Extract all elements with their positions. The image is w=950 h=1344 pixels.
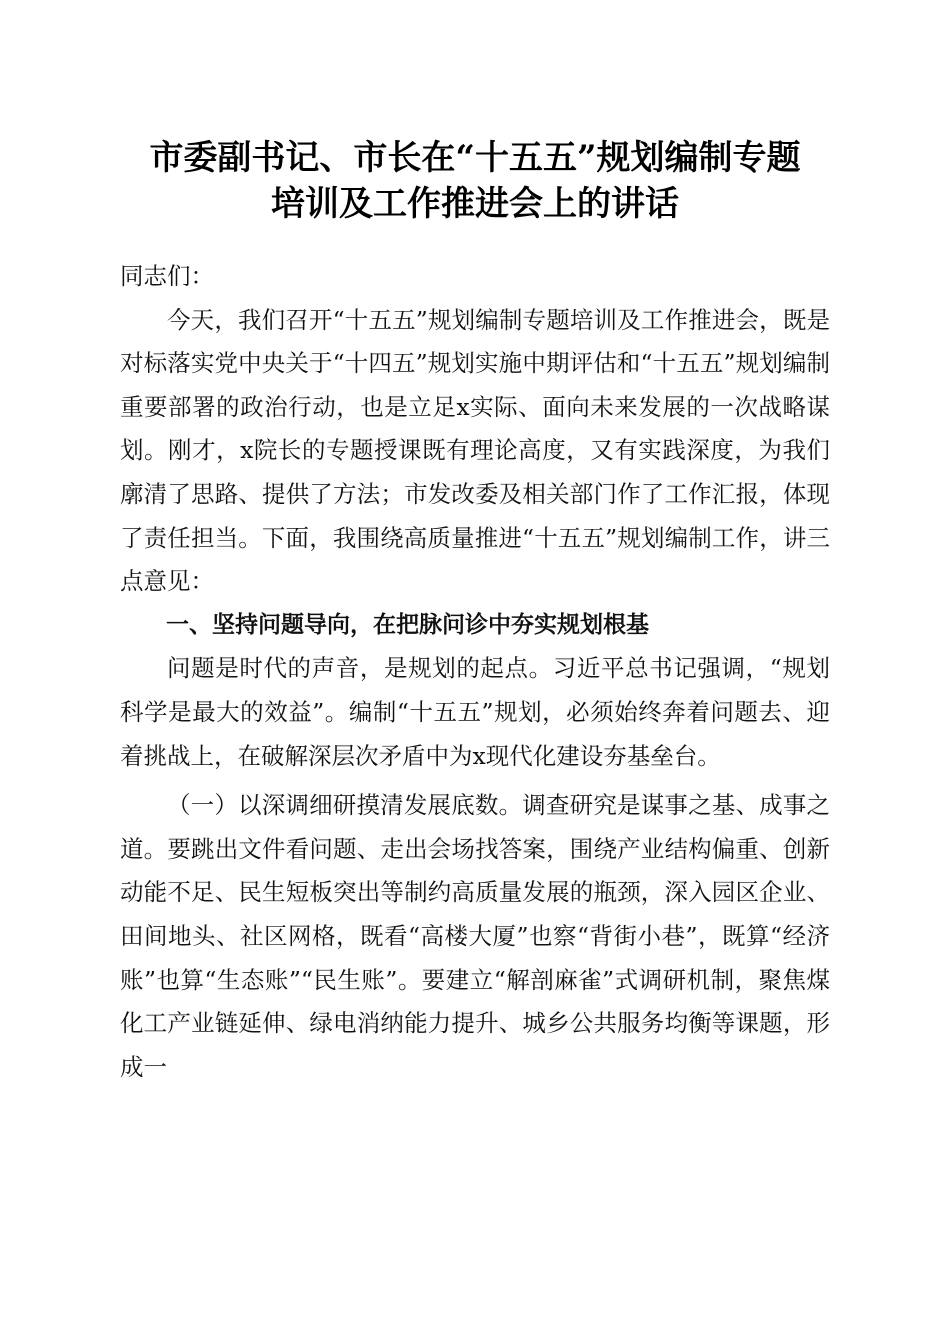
salutation: 同志们： bbox=[120, 262, 214, 290]
section-1-paragraph: 问题是时代的声音，是规划的起点。习近平总书记强调，“规划科学是最大的效益”。编制“十五五”规划，必须始终奔着问题去、迎着挑战上，在破解深层次矛盾中为x现代化建设夯基垒台。 bbox=[120, 654, 830, 770]
title-line-2: 培训及工作推进会上的讲话 bbox=[271, 184, 679, 224]
title-line-1: 市委副书记、市长在“十五五”规划编制专题 bbox=[149, 138, 801, 178]
section-heading-1: 一、坚持问题导向，在把脉问诊中夯实规划根基 bbox=[166, 611, 649, 638]
document-title bbox=[100, 135, 850, 227]
subsection-1-paragraph: （一）以深调细研摸清发展底数。调查研究是谋事之基、成事之道。要跳出文件看问题、走出会场找答案，围绕产业结构偏重、创新动能不足、民生短板突出等制约高质量发展的瓶颈，深入园区企业、田间地头、社区网格，既看“高楼大厦”也察“背街小巷”，既算“经济账”也算“生态账”“民生账”。要建立“解剖麻雀”式调研机制，聚焦煤化工产业链延伸、绿电消纳能力提升、城乡公共服务均衡等课题，形成一 bbox=[120, 791, 830, 1081]
intro-paragraph: 今天，我们召开“十五五”规划编制专题培训及工作推进会，既是对标落实党中央关于“十四五”规划实施中期评估和“十五五”规划编制重要部署的政治行动，也是立足x实际、面向未来发展的一次战略谋划。刚才，x院长的专题授课既有理论高度，又有实践深度，为我们廓清了思路、提供了方法；市发改委及相关部门作了工作汇报，体现了责任担当。下面，我围绕高质量推进“十五五”规划编制工作，讲三点意见： bbox=[120, 305, 830, 596]
document-body bbox=[120, 255, 830, 1089]
